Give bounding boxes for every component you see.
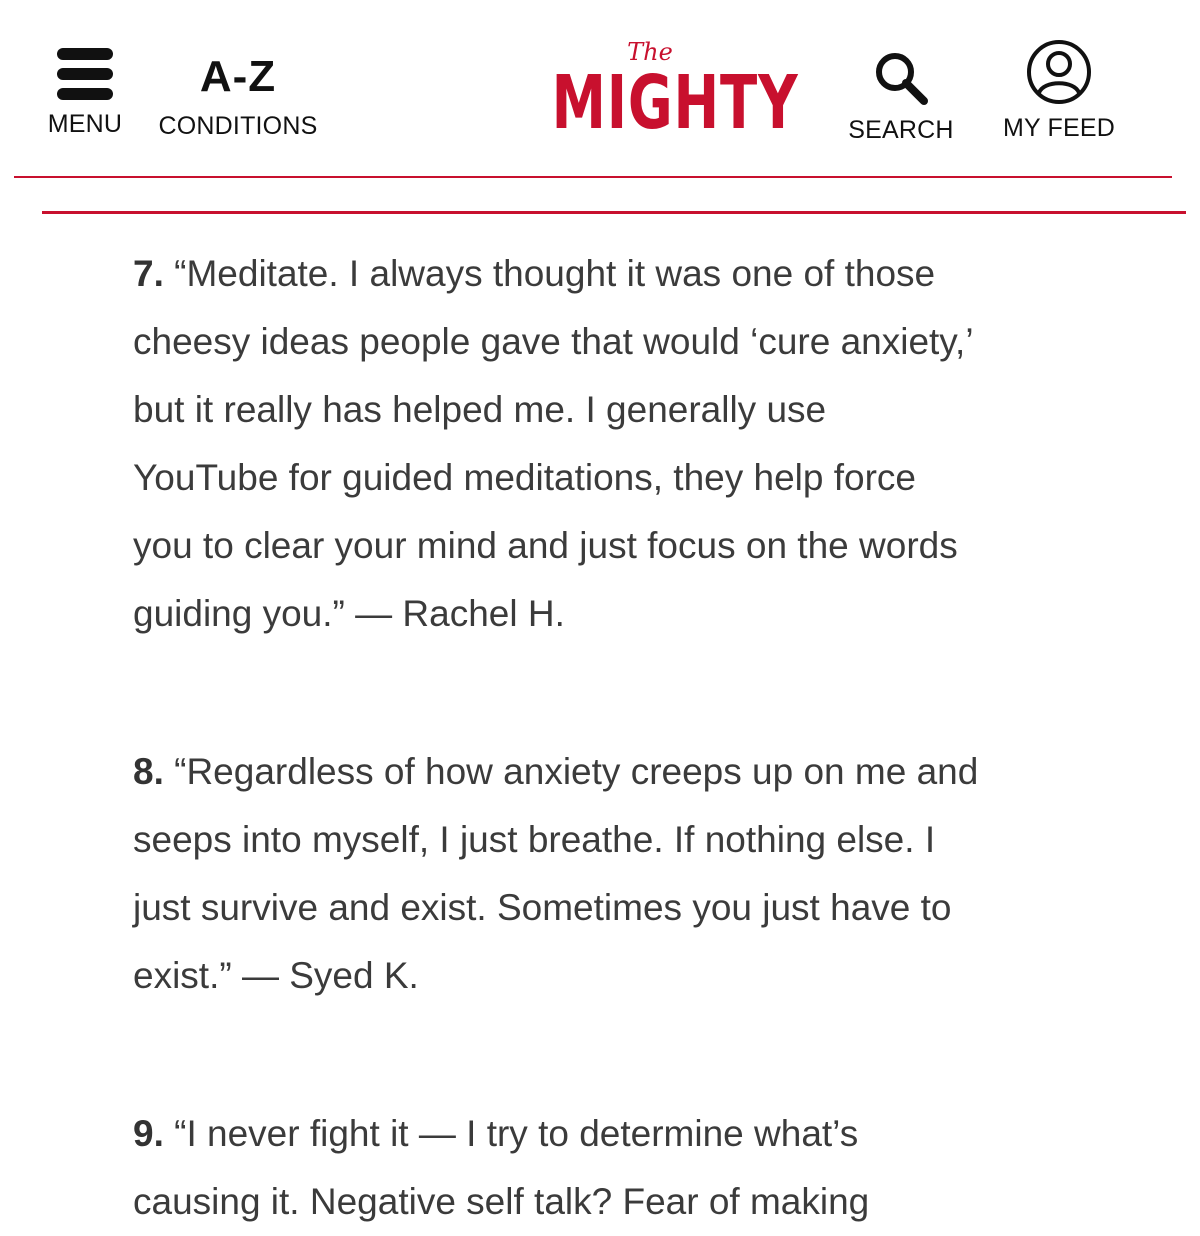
user-circle-icon	[1025, 38, 1093, 106]
item-line: you to clear your mind and just focus on the words	[133, 525, 958, 566]
search-label: SEARCH	[848, 116, 954, 144]
list-item	[133, 240, 1143, 648]
item-number: 7.	[133, 253, 164, 294]
item-line: cheesy ideas people gave that would ‘cure anxiety,’	[133, 321, 974, 362]
item-number: 9.	[133, 1113, 164, 1154]
site-logo[interactable]	[530, 38, 799, 148]
list-item	[133, 738, 1143, 1010]
item-line: guiding you.” — Rachel H.	[133, 593, 565, 634]
menu-label: MENU	[47, 110, 123, 138]
item-line: seeps into myself, I just breathe. If nothing else. I	[133, 819, 936, 860]
item-line: but it really has helped me. I generally use	[133, 389, 827, 430]
item-line: YouTube for guided meditations, they help force	[133, 457, 916, 498]
my-feed-button[interactable]	[998, 38, 1120, 143]
search-icon	[871, 48, 931, 108]
logo-the-text: The	[627, 38, 673, 66]
hamburger-icon	[57, 48, 113, 100]
item-line: exist.” — Syed K.	[133, 955, 419, 996]
az-conditions-button[interactable]	[150, 52, 326, 141]
item-line: 7. “Meditate. I always thought it was one of those	[133, 253, 936, 294]
item-line: 9. “I never fight it — I try to determine what’s	[133, 1113, 859, 1154]
content-divider	[42, 211, 1186, 214]
search-button[interactable]	[840, 48, 962, 145]
conditions-label: CONDITIONS	[158, 112, 318, 140]
menu-button[interactable]	[40, 48, 130, 139]
header-divider	[14, 176, 1172, 178]
logo-name-text: MIGHTY	[551, 60, 799, 146]
site-header	[0, 0, 1200, 178]
item-number: 8.	[133, 751, 164, 792]
az-title: A-Z	[199, 52, 277, 101]
item-line: 8. “Regardless of how anxiety creeps up on me and	[133, 751, 979, 792]
list-item	[133, 1100, 1143, 1222]
my-feed-label: MY FEED	[1002, 114, 1116, 142]
item-line-cut-off: causing it. Negative self talk? Fear of making	[133, 1181, 870, 1222]
item-line: just survive and exist. Sometimes you just have to	[133, 887, 952, 928]
